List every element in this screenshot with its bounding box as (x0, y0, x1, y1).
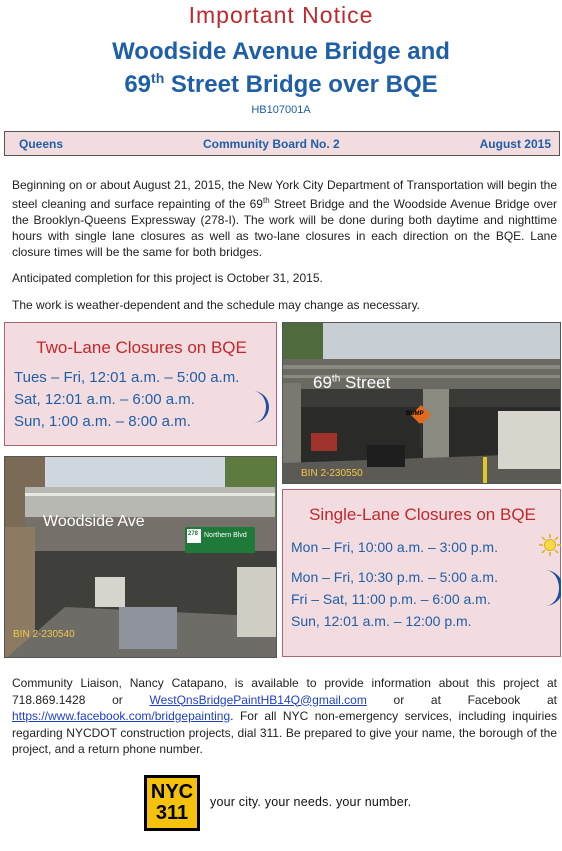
exit-sign-text: Northern Blvd (204, 532, 247, 539)
photo-woodside-ave-bridge (4, 456, 277, 658)
email-link[interactable]: WestQnsBridgePaintHB14Q@gmail.com (149, 692, 367, 707)
two-lane-closures-box (4, 322, 277, 446)
nyc-311-logo (144, 775, 200, 831)
logo-311-text: 311 (155, 802, 189, 824)
facebook-link[interactable]: https://www.facebook.com/bridgepainting (12, 709, 231, 723)
contact-paragraph: Community Liaison, Nancy Catapano, is available to provide information about this project at 718.869.1428 or WestQnsBridgePaintHB14Q@gmail.com or at Facebook at https://www.facebook.com/bridgepainting. For all NYC non-emergency services, including inquiries regarding NYCDOT construction projects, dial 311. Be prepared to give your name, the borough of the project, and a return phone number. (12, 676, 557, 756)
logo-nyc-text: NYC (150, 781, 194, 803)
photo-69-label: 69th Street (313, 373, 391, 392)
project-code: HB107001A (251, 104, 311, 116)
info-bar (4, 131, 560, 156)
single-lane-title: Single-Lane Closures on BQE (309, 505, 536, 524)
two-lane-time-1: Tues – Fri, 12:01 a.m. – 5:00 a.m. (14, 369, 240, 386)
title-line-2: 69th Street Bridge over BQE (124, 70, 438, 98)
borough: Queens (19, 136, 64, 151)
two-lane-time-3: Sun, 1:00 a.m. – 8:00 a.m. (14, 413, 191, 430)
sun-icon (539, 534, 561, 556)
bin-label-69: BIN 2-230550 (301, 468, 363, 479)
route-shield: 278 (188, 531, 199, 537)
bin-label-woodside: BIN 2-230540 (13, 629, 75, 640)
moon-icon (541, 568, 561, 608)
title-line-1: Woodside Avenue Bridge and (112, 38, 450, 65)
intro-paragraph: Beginning on or about August 21, 2015, the New York City Department of Transportation will begin the steel cleaning and surface repainting of the 69th Street Bridge and the Woodside Avenue Bridge over the Brooklyn-Queens Expressway (278-I). The work will be done during both daytime and nighttime hours with single lane closures as well as two-lane closures in each direction on the BQE. Lane closure times will be the same for both bridges. (12, 178, 557, 259)
photo-69th-illustration (283, 323, 561, 484)
notice-heading: Important Notice (188, 2, 374, 28)
weather-paragraph: The work is weather-dependent and the schedule may change as necessary. (12, 298, 421, 312)
photo-woodside-label: Woodside Ave (43, 513, 145, 530)
single-lane-day-time: Mon – Fri, 10:00 a.m. – 3:00 p.m. (291, 539, 498, 555)
tagline: your city. your needs. your number. (210, 795, 412, 809)
two-lane-title: Two-Lane Closures on BQE (36, 338, 247, 357)
photo-woodside-illustration (5, 457, 277, 658)
single-lane-night-time-1: Mon – Fri, 10:30 p.m. – 5:00 a.m. (291, 569, 498, 585)
single-lane-night-time-3: Sun, 12:01 a.m. – 12:00 p.m. (291, 613, 472, 629)
photo-69th-street-bridge (282, 322, 561, 484)
moon-icon (245, 389, 271, 425)
notice-date: August 2015 (479, 136, 551, 151)
bump-sign: BUMP (406, 411, 424, 417)
completion-paragraph: Anticipated completion for this project is October 31, 2015. (12, 271, 323, 285)
community-board: Community Board No. 2 (202, 136, 340, 151)
single-lane-night-time-2: Fri – Sat, 11:00 p.m. – 6:00 a.m. (291, 591, 491, 607)
two-lane-time-2: Sat, 12:01 a.m. – 6:00 a.m. (14, 391, 195, 408)
single-lane-closures-box (282, 489, 561, 657)
